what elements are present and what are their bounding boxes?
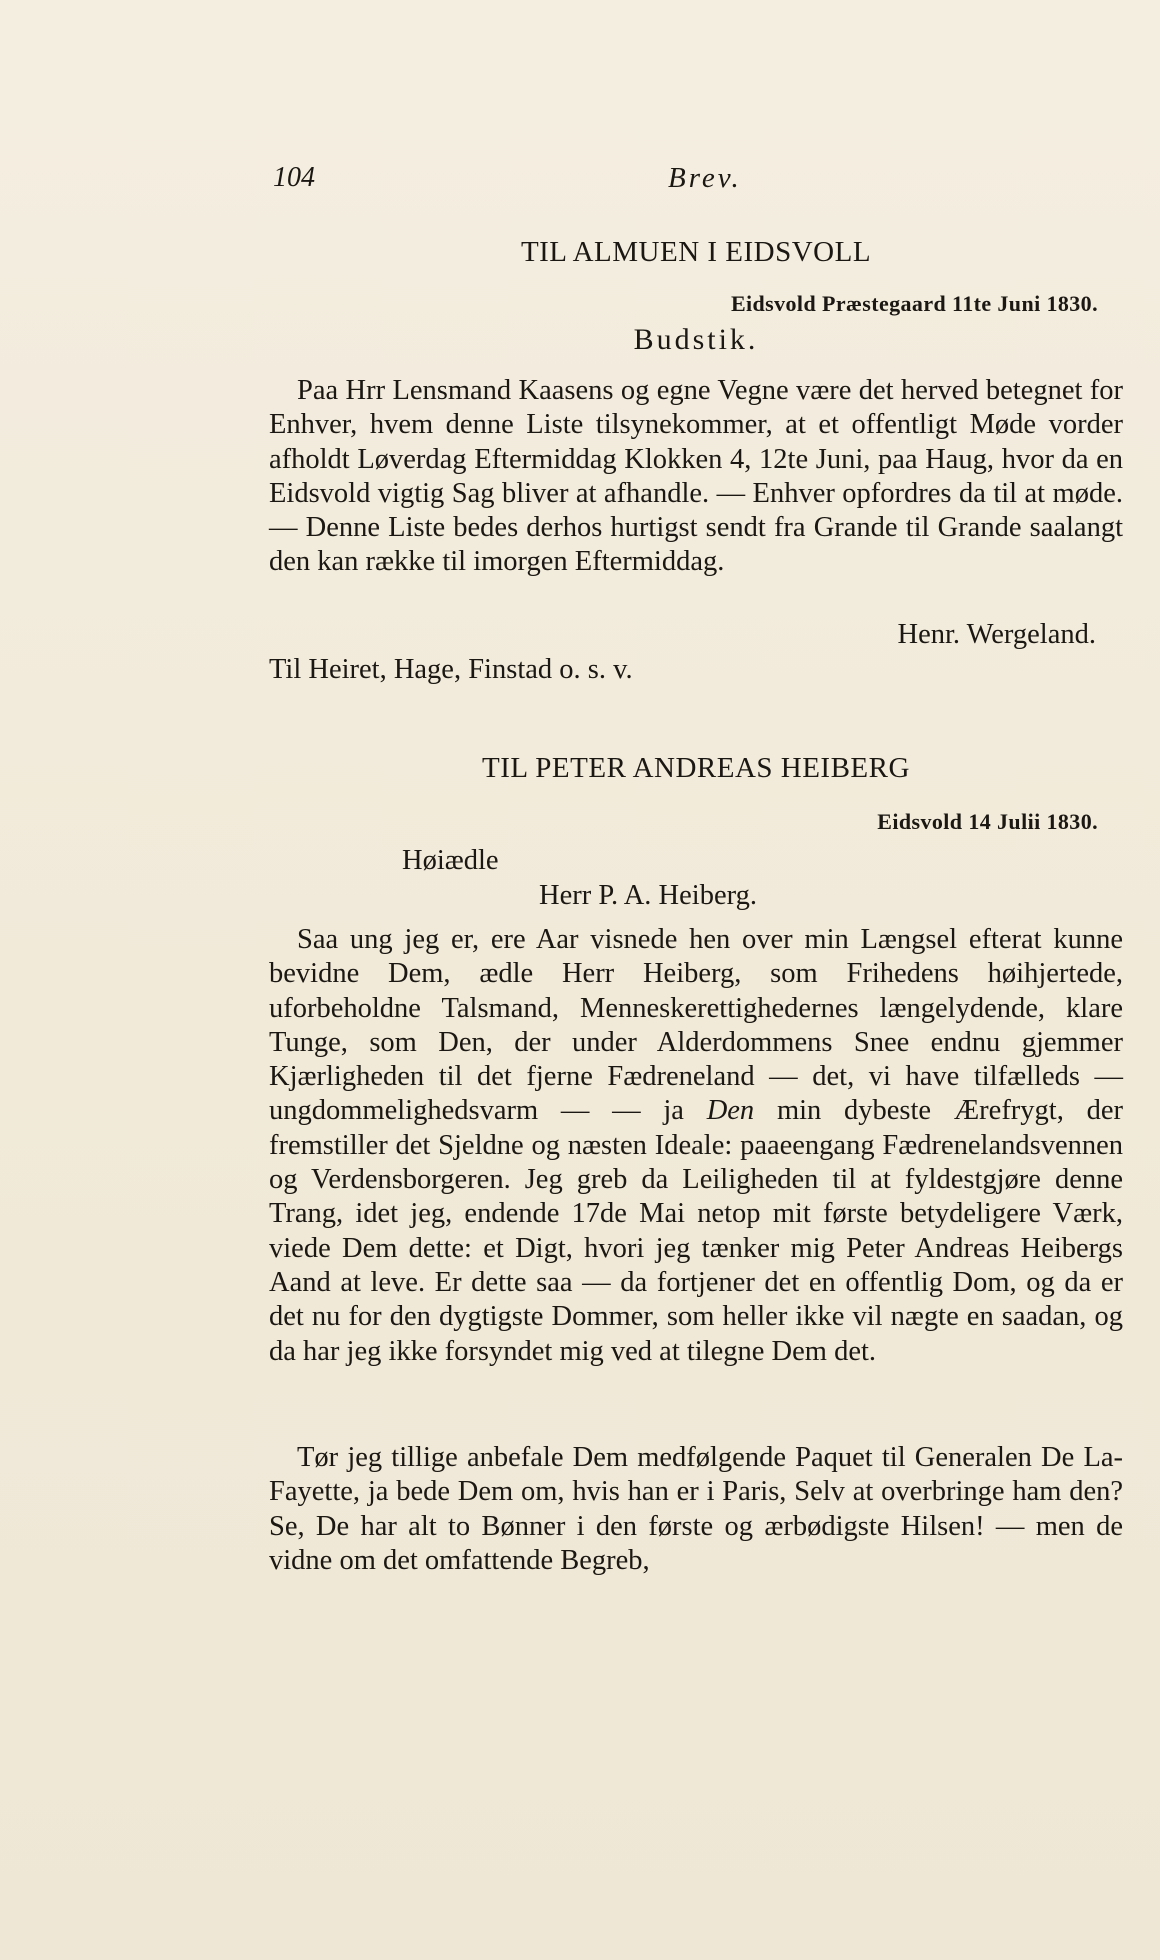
addressees: Til Heiret, Hage, Finstad o. s. v. — [269, 654, 633, 685]
running-head: Brev. — [668, 162, 742, 194]
paragraph-text: min dybeste Ærefrygt, der fremstiller det Sjeldne og næsten Ideale: paaeengang Fædrenelandsvennen og Verdensborgeren. Jeg greb da Leiligheden til at fyldestgjøre denne Trang, idet jeg, endende 17de Mai netop mit første betydeligere Værk, viede Dem dette: et Digt, hvori jeg tænker mig Peter Andreas Heibergs Aand at leve. Er dette saa — da fortjener det en offentlig Dom, og da er det nu for den dygtigste Dommer, som heller ikke vil nægte en saadan, og da har jeg ikke forsyndet mig ved at tilegne Dem det. — [269, 1095, 1123, 1367]
letter-heading: Budstik. — [633, 323, 759, 356]
letter-title: TIL PETER ANDREAS HEIBERG — [482, 752, 910, 784]
page-header — [269, 160, 1123, 210]
salutation-name: Herr P. A. Heiberg. — [539, 880, 757, 911]
letter-body: Paa Hrr Lensmand Kaasens og egne Vegne være det herved betegnet for Enhver, hvem denne Liste tilsynekommer, at et offentligt Møde vorder afholdt Løverdag Eftermiddag Klokken 4, 12te Juni, paa Haug, hvor da en Eidsvold vigtig Sag bliver at afhandle. — Enhver opfordres da til at møde. — Denne Liste bedes derhos hurtigst sendt fra Grande til Grande saalangt den kan række til imorgen Eftermiddag. — [269, 375, 1123, 578]
letter-paragraph — [269, 923, 1123, 1369]
emphasized-word: Den — [706, 1095, 755, 1127]
dateline: Eidsvold 14 Julii 1830. — [877, 809, 1098, 834]
letter-title: TIL ALMUEN I EIDSVOLL — [520, 236, 872, 268]
letter-paragraph: Tør jeg tillige anbefale Dem medfølgende Paquet til Generalen De La-Fayette, ja bede Dem om, hvis han er i Paris, Selv at overbringe ham den? Se, De har alt to Bønner i den første og ærbødigste Hilsen! — men de vidne om det omfattende Begreb, — [269, 1442, 1123, 1576]
paragraph-text: Saa ung jeg er, ere Aar visnede hen over min Længsel efterat kunne bevidne Dem, ædle Herr Heiberg, som Frihedens høihjertede, uforbeholdne Talsmand, Menneskerettighedernes længelydende, klare Tunge, som Den, der under Alderdommens Snee endnu gjemmer Kjærligheden til det fjerne Fædreneland — det, vi have tilfælleds — ungdommelighedsvarm — — ja — [269, 924, 1123, 1127]
page-number: 104 — [273, 162, 315, 193]
dateline: Eidsvold Præstegaard 11te Juni 1830. — [730, 291, 1098, 316]
signature: Henr. Wergeland. — [897, 619, 1096, 650]
salutation: Høiædle — [402, 845, 499, 876]
